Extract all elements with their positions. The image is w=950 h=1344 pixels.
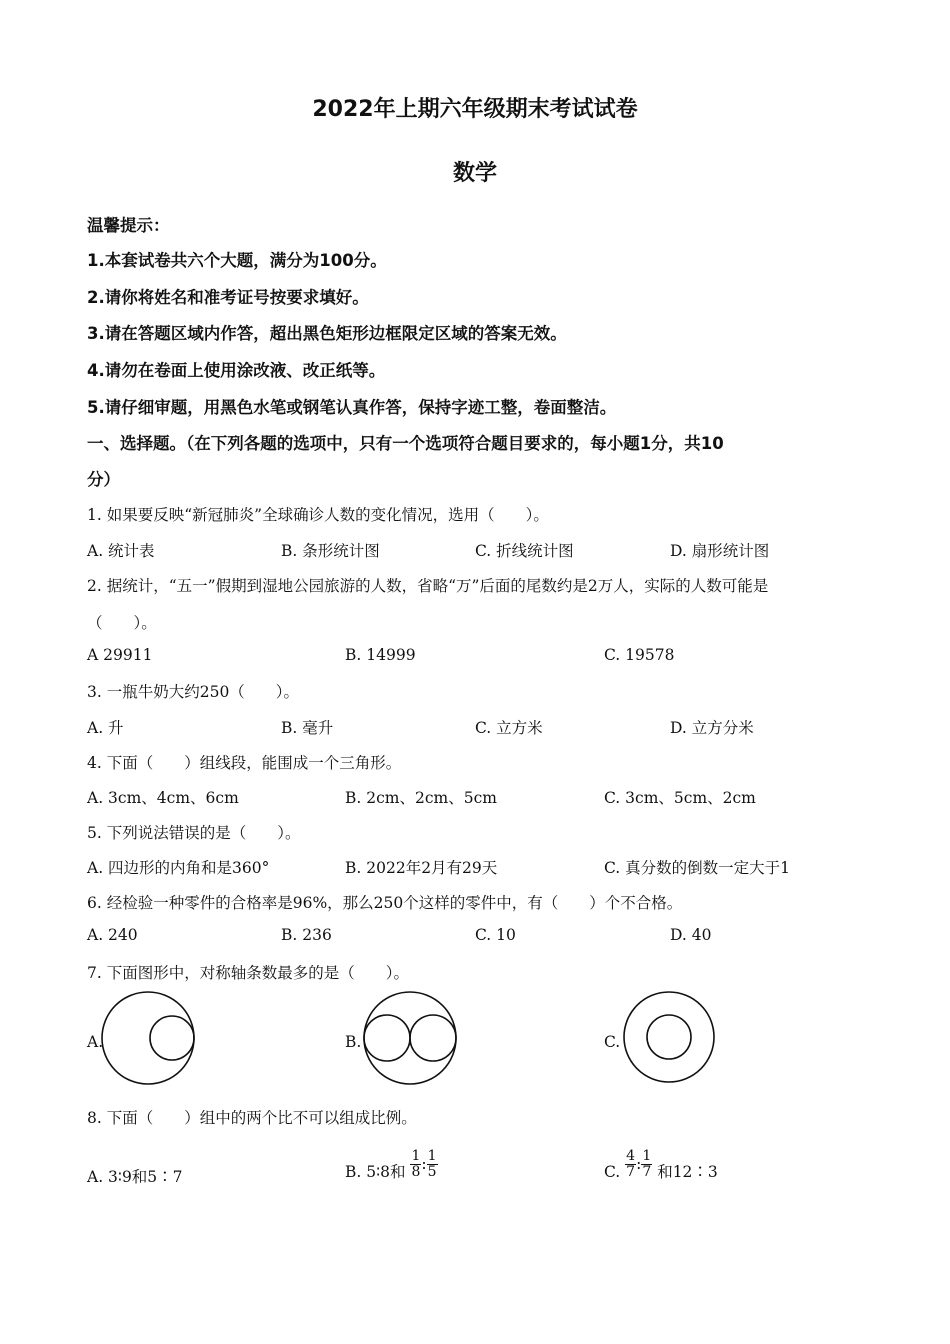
q3-option-d: D. 立方分米 bbox=[670, 719, 754, 737]
q8-c-fraction-1: $\frac{4}{7}$ bbox=[626, 1148, 636, 1180]
q8-c-suffix: 和12∶3 bbox=[657, 1163, 718, 1181]
q7-figure-c bbox=[620, 990, 720, 1090]
q8-b-prefix: B. 5∶8和 bbox=[345, 1163, 406, 1181]
q5-option-a: A. 四边形的内角和是360° bbox=[87, 859, 270, 877]
tip-item: 3.请在答题区域内作答，超出黑色矩形边框限定区域的答案无效。 bbox=[87, 324, 567, 343]
q8-option-c: C. $\frac{4}{7}$ : $\frac{1}{7}$ 和12∶3 bbox=[604, 1140, 718, 1180]
tip-item: 2.请你将姓名和准考证号按要求填好。 bbox=[87, 288, 369, 307]
q1-option-c: C. 折线统计图 bbox=[475, 542, 574, 560]
subject-title: 数学 bbox=[452, 161, 497, 186]
question-2: 2. 据统计，“五一”假期到湿地公园旅游的人数，省略“万”后面的尾数约是2万人，实际的人数可能是 bbox=[87, 577, 769, 595]
q7-option-b-label: B. bbox=[345, 1033, 362, 1051]
q4-option-a: A. 3cm、4cm、6cm bbox=[87, 789, 239, 807]
question-3: 3. 一瓶牛奶大约250（ ）。 bbox=[87, 683, 300, 701]
question-4: 4. 下面（ ）组线段，能围成一个三角形。 bbox=[87, 754, 402, 772]
tips-heading: 温馨提示： bbox=[87, 216, 170, 235]
question-5: 5. 下列说法错误的是（ ）。 bbox=[87, 824, 301, 842]
q8-option-b: B. 5∶8和 $\frac{1}{8}$ : $\frac{1}{5}$ bbox=[345, 1140, 438, 1180]
q2-option-a: A 29911 bbox=[87, 646, 153, 664]
q2-option-c: C. 19578 bbox=[604, 646, 675, 664]
question-2-cont: （ ）。 bbox=[87, 614, 157, 632]
q7-option-c-label: C. bbox=[604, 1033, 621, 1051]
q7-figure-b bbox=[360, 990, 460, 1090]
tip-item: 1.本套试卷共六个大题，满分为100分。 bbox=[87, 251, 387, 270]
q1-option-b: B. 条形统计图 bbox=[281, 542, 380, 560]
q3-option-b: B. 毫升 bbox=[281, 719, 334, 737]
q6-option-d: D. 40 bbox=[670, 926, 712, 944]
q4-option-c: C. 3cm、5cm、2cm bbox=[604, 789, 756, 807]
q7-figure-a bbox=[100, 990, 200, 1090]
q8-option-a: A. 3∶9和5∶7 bbox=[87, 1168, 183, 1186]
q8-b-fraction-2: $\frac{1}{5}$ bbox=[427, 1148, 437, 1180]
q4-option-b: B. 2cm、2cm、5cm bbox=[345, 789, 497, 807]
q6-option-b: B. 236 bbox=[281, 926, 332, 944]
question-7: 7. 下面图形中，对称轴条数最多的是（ ）。 bbox=[87, 964, 409, 982]
tip-item: 4.请勿在卷面上使用涂改液、改正纸等。 bbox=[87, 361, 386, 380]
section-heading-cont: 分） bbox=[87, 470, 120, 489]
q2-option-b: B. 14999 bbox=[345, 646, 416, 664]
section-heading: 一、选择题。（在下列各题的选项中，只有一个选项符合题目要求的，每小题1分，共10 bbox=[87, 434, 724, 453]
question-1: 1. 如果要反映“新冠肺炎”全球确诊人数的变化情况，选用（ ）。 bbox=[87, 506, 549, 524]
q6-option-c: C. 10 bbox=[475, 926, 516, 944]
q5-option-b: B. 2022年2月有29天 bbox=[345, 859, 498, 877]
exam-title: 2022年上期六年级期末考试试卷 bbox=[312, 97, 638, 122]
q8-c-prefix: C. bbox=[604, 1163, 621, 1181]
q6-option-a: A. 240 bbox=[87, 926, 138, 944]
q8-c-fraction-2: $\frac{1}{7}$ bbox=[642, 1148, 652, 1180]
q1-option-d: D. 扇形统计图 bbox=[670, 542, 770, 560]
q5-option-c: C. 真分数的倒数一定大于1 bbox=[604, 859, 791, 877]
q3-option-c: C. 立方米 bbox=[475, 719, 543, 737]
q3-option-a: A. 升 bbox=[87, 719, 124, 737]
question-6: 6. 经检验一种零件的合格率是96%，那么250个这样的零件中，有（ ）个不合格。 bbox=[87, 894, 683, 912]
q7-option-a-label: A. bbox=[87, 1033, 104, 1051]
q8-b-fraction-1: $\frac{1}{8}$ bbox=[411, 1148, 421, 1180]
q1-option-a: A. 统计表 bbox=[87, 542, 155, 560]
tip-item: 5.请仔细审题，用黑色水笔或钢笔认真作答，保持字迹工整，卷面整洁。 bbox=[87, 398, 617, 417]
question-8: 8. 下面（ ）组中的两个比不可以组成比例。 bbox=[87, 1109, 417, 1127]
